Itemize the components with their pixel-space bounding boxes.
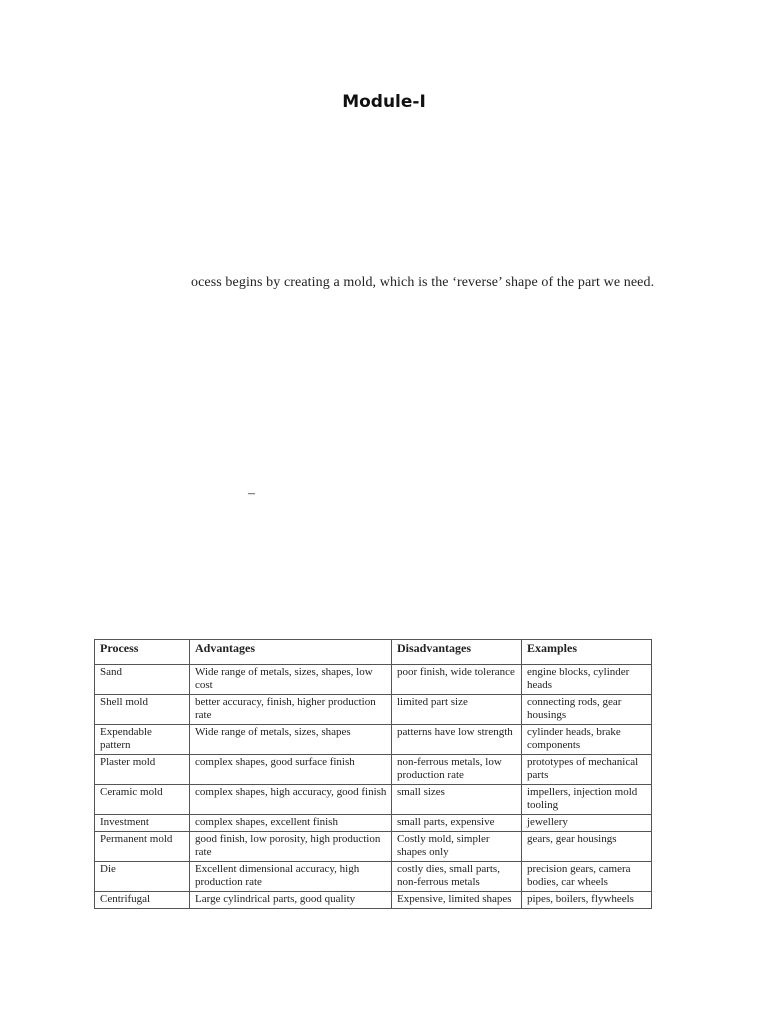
cell-process: Expendable pattern <box>95 725 190 755</box>
cell-disadvantages: Expensive, limited shapes <box>392 892 522 909</box>
cell-disadvantages: limited part size <box>392 695 522 725</box>
table-row <box>95 665 652 695</box>
table-row <box>95 695 652 725</box>
table-row <box>95 755 652 785</box>
cell-examples: connecting rods, gear housings <box>522 695 652 725</box>
cell-advantages: complex shapes, high accuracy, good finish <box>190 785 392 815</box>
cell-disadvantages: costly dies, small parts, non-ferrous metals <box>392 862 522 892</box>
cell-process: Shell mold <box>95 695 190 725</box>
cell-disadvantages: patterns have low strength <box>392 725 522 755</box>
cell-disadvantages: small sizes <box>392 785 522 815</box>
body-paragraph: ocess begins by creating a mold, which is the ‘reverse’ shape of the part we need. <box>191 275 655 290</box>
cell-disadvantages: small parts, expensive <box>392 815 522 832</box>
page-title <box>0 92 768 112</box>
cell-advantages: Wide range of metals, sizes, shapes <box>190 725 392 755</box>
header-disadvantages: Disadvantages <box>392 640 522 665</box>
cell-process: Permanent mold <box>95 832 190 862</box>
header-advantages: Advantages <box>190 640 392 665</box>
header-process: Process <box>95 640 190 665</box>
cell-process: Plaster mold <box>95 755 190 785</box>
table-row <box>95 785 652 815</box>
cell-process: Ceramic mold <box>95 785 190 815</box>
cell-advantages: complex shapes, good surface finish <box>190 755 392 785</box>
cell-examples: pipes, boilers, flywheels <box>522 892 652 909</box>
cell-disadvantages: poor finish, wide tolerance <box>392 665 522 695</box>
table-row <box>95 815 652 832</box>
cell-advantages: complex shapes, excellent finish <box>190 815 392 832</box>
cell-disadvantages: non-ferrous metals, low production rate <box>392 755 522 785</box>
cell-advantages: good finish, low porosity, high production rate <box>190 832 392 862</box>
casting-process-table <box>94 639 652 909</box>
dash-mark: – <box>248 486 255 501</box>
cell-advantages: Large cylindrical parts, good quality <box>190 892 392 909</box>
cell-disadvantages: Costly mold, simpler shapes only <box>392 832 522 862</box>
cell-examples: prototypes of mechanical parts <box>522 755 652 785</box>
cell-advantages: better accuracy, finish, higher production rate <box>190 695 392 725</box>
cell-process: Sand <box>95 665 190 695</box>
table-row <box>95 862 652 892</box>
table-row <box>95 832 652 862</box>
cell-examples: engine blocks, cylinder heads <box>522 665 652 695</box>
table-header-row <box>95 640 652 665</box>
cell-examples: impellers, injection mold tooling <box>522 785 652 815</box>
table-row <box>95 892 652 909</box>
cell-advantages: Wide range of metals, sizes, shapes, low cost <box>190 665 392 695</box>
cell-process: Die <box>95 862 190 892</box>
cell-process: Investment <box>95 815 190 832</box>
cell-advantages: Excellent dimensional accuracy, high production rate <box>190 862 392 892</box>
header-examples: Examples <box>522 640 652 665</box>
cell-process: Centrifugal <box>95 892 190 909</box>
module-heading: Module-I <box>342 92 426 112</box>
table-row <box>95 725 652 755</box>
cell-examples: gears, gear housings <box>522 832 652 862</box>
cell-examples: cylinder heads, brake components <box>522 725 652 755</box>
cell-examples: jewellery <box>522 815 652 832</box>
cell-examples: precision gears, camera bodies, car wheels <box>522 862 652 892</box>
